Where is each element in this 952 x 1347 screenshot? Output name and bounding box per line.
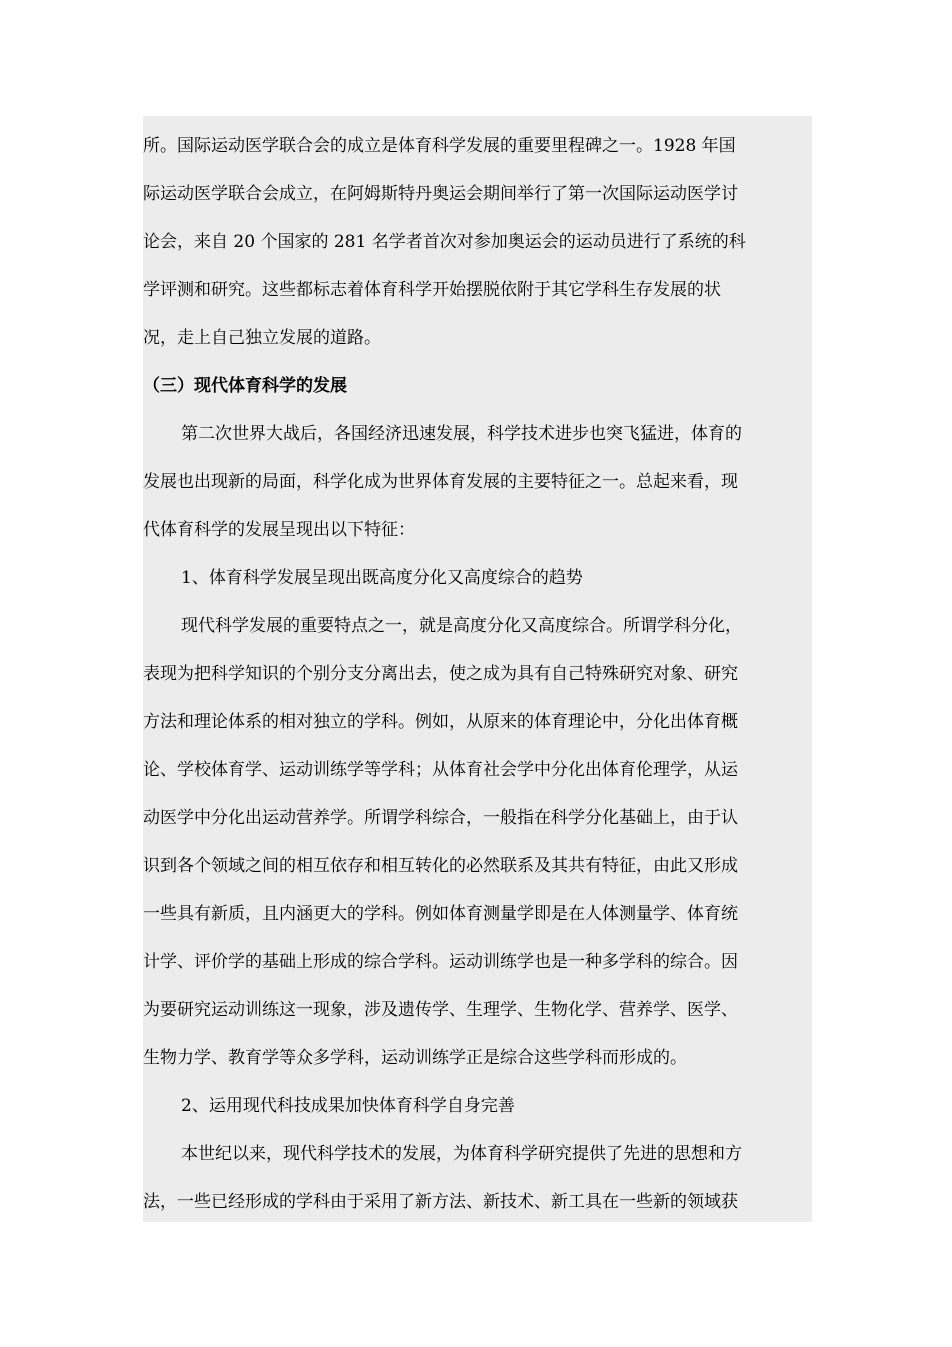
paragraph-line: 生物力学、教育学等众多学科，运动训练学正是综合这些学科而形成的。 (143, 1048, 687, 1068)
subheading-1: 1、体育科学发展呈现出既高度分化又高度综合的趋势 (181, 568, 583, 588)
subheading-2: 2、运用现代科技成果加快体育科学自身完善 (181, 1096, 515, 1116)
paragraph-line: 论会，来自 20 个国家的 281 名学者首次对参加奥运会的运动员进行了系统的科 (143, 232, 746, 252)
paragraph-line: 表现为把科学知识的个别分支分离出去，使之成为具有自己特殊研究对象、研究 (143, 664, 738, 684)
paragraph-line: 法，一些已经形成的学科由于采用了新方法、新技术、新工具在一些新的领域获 (143, 1192, 738, 1212)
paragraph-line: 际运动医学联合会成立，在阿姆斯特丹奥运会期间举行了第一次国际运动医学讨 (143, 184, 738, 204)
paragraph-line: 第二次世界大战后，各国经济迅速发展，科学技术进步也突飞猛进，体育的 (181, 424, 742, 444)
section-heading: （三）现代体育科学的发展 (143, 376, 347, 396)
paragraph-line: 识到各个领域之间的相互依存和相互转化的必然联系及其共有特征，由此又形成 (143, 856, 738, 876)
paragraph-line: 本世纪以来，现代科学技术的发展，为体育科学研究提供了先进的思想和方 (181, 1144, 742, 1164)
paragraph-line: 一些具有新质，且内涵更大的学科。例如体育测量学即是在人体测量学、体育统 (143, 904, 738, 924)
paragraph-line: 所。国际运动医学联合会的成立是体育科学发展的重要里程碑之一。1928 年国 (143, 136, 736, 156)
paragraph-line: 为要研究运动训练这一现象，涉及遗传学、生理学、生物化学、营养学、医学、 (143, 1000, 738, 1020)
document-text-block (143, 116, 812, 1222)
paragraph-line: 计学、评价学的基础上形成的综合学科。运动训练学也是一种多学科的综合。因 (143, 952, 738, 972)
paragraph-line: 论、学校体育学、运动训练学等学科；从体育社会学中分化出体育伦理学，从运 (143, 760, 738, 780)
paragraph-line: 现代科学发展的重要特点之一，就是高度分化又高度综合。所谓学科分化， (181, 616, 742, 636)
paragraph-line: 动医学中分化出运动营养学。所谓学科综合，一般指在科学分化基础上，由于认 (143, 808, 738, 828)
paragraph-line: 方法和理论体系的相对独立的学科。例如，从原来的体育理论中，分化出体育概 (143, 712, 738, 732)
paragraph-line: 发展也出现新的局面，科学化成为世界体育发展的主要特征之一。总起来看，现 (143, 472, 738, 492)
paragraph-line: 学评测和研究。这些都标志着体育科学开始摆脱依附于其它学科生存发展的状 (143, 280, 721, 300)
paragraph-line: 况，走上自己独立发展的道路。 (143, 328, 381, 348)
paragraph-line: 代体育科学的发展呈现出以下特征： (143, 520, 415, 540)
